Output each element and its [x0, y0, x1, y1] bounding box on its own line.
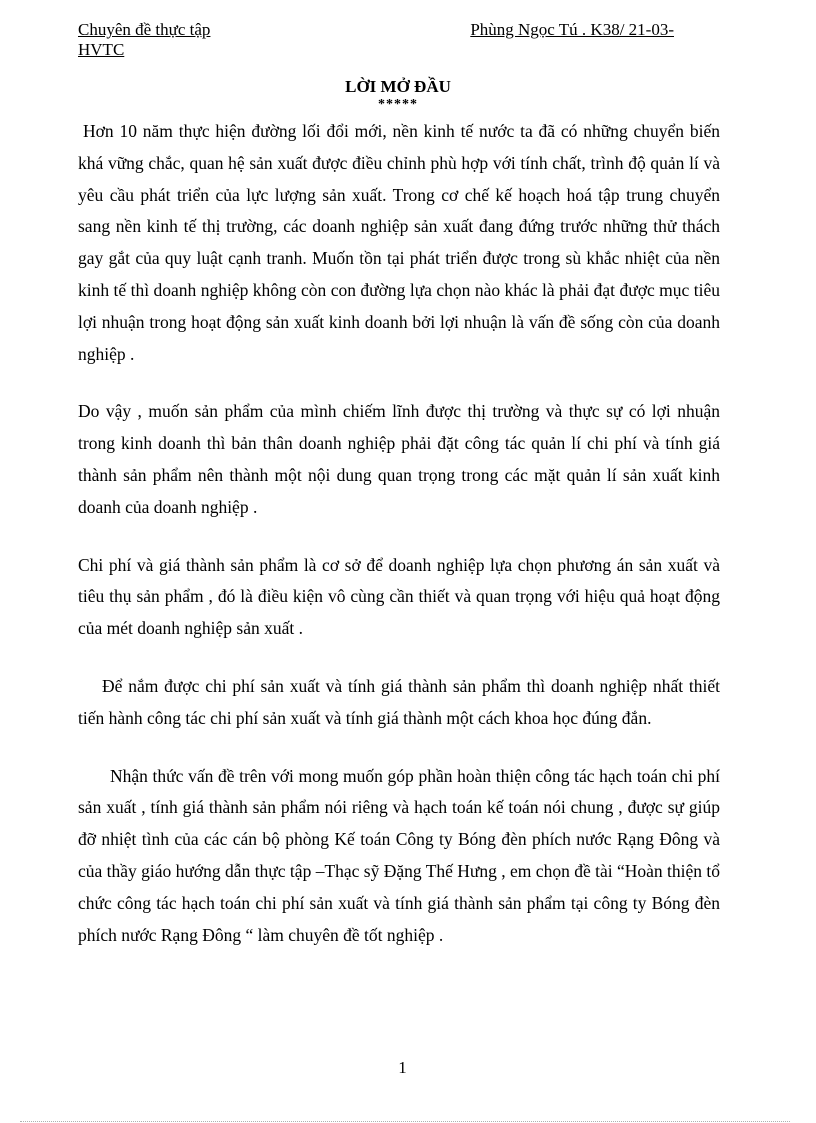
paragraph-4: Để nắm được chi phí sản xuất và tính giá thành sản phẩm thì doanh nghiệp nhất thiết tiến hành công tác chi phí sản xuất và tính giá thành một cách khoa học đúng đắn.: [78, 675, 720, 728]
header-continuation-text: HVTC: [78, 40, 125, 59]
page-number: 1: [398, 1058, 407, 1077]
page-header: [78, 20, 674, 60]
page-title: LỜI MỞ ĐẦU: [345, 77, 451, 96]
paragraph-3: Chi phí và giá thành sản phẩm là cơ sở để doanh nghiệp lựa chọn phương án sản xuất và tiêu thụ sản phẩm , đó là điều kiện vô cùng cần thiết và quan trọng với hiệu quả hoạt động của mét doanh nghiệp sản xuất .: [78, 554, 720, 639]
paragraph-1: Hơn 10 năm thực hiện đường lối đổi mới, nền kinh tế nước ta đã có những chuyển biến khá vững chắc, quan hệ sản xuất được điều chỉnh phù hợp với tính chất, trình độ quản lí và yêu cầu phát triển của lực lượng sản xuất. Trong cơ chế kế hoạch hoá tập trung chuyển sang nền kinh tế thị trường, các doanh nghiệp sản xuất đang đứng trước những thử thách gay gắt của quy luật cạnh tranh. Muốn tồn tại phát triển được trong sù khắc nhiệt của nền kinh tế thì doanh nghiệp không còn con đường lựa chọn nào khác là phải đạt được mục tiêu lợi nhuận trong hoạt động sản xuất kinh doanh bởi lợi nhuận là vấn đề sống còn của doanh nghiệp .: [78, 121, 720, 364]
header-right-text: Phùng Ngọc Tú . K38/ 21-03-: [470, 20, 674, 39]
page-bottom-rule: [20, 1121, 790, 1122]
paragraph-2: Do vậy , muốn sản phẩm của mình chiếm lĩnh được thị trường và thực sự có lợi nhuận trong kinh doanh thì bản thân doanh nghiệp phải đặt công tác quản lí chi phí và tính giá thành sản phẩm nên thành một nội dung quan trọng trong các mặt quản lí sản xuất kinh doanh của doanh nghiệp .: [78, 401, 720, 517]
header-underline-gap: [210, 20, 470, 40]
header-left-text: Chuyên đề thực tập: [78, 20, 211, 39]
document-body: [78, 116, 720, 951]
paragraph-5: Nhận thức vấn đề trên với mong muốn góp phần hoàn thiện công tác hạch toán chi phí sản xuất , tính giá thành sản phẩm nói riêng và hạch toán kế toán nói chung , được sự giúp đỡ nhiệt tình của các cán bộ phòng Kế toán Công ty Bóng đèn phích nước Rạng Đông và của thầy giáo hướng dẫn thực tập –Thạc sỹ Đặng Thế Hưng , em chọn đề tài “Hoàn thiện tổ chức công tác hạch toán chi phí sản xuất và tính giá thành sản phẩm tại công ty Bóng đèn phích nước Rạng Đông “ làm chuyên đề tốt nghiệp .: [78, 765, 720, 945]
header-line: [78, 20, 674, 40]
title-ornament: *****: [378, 97, 418, 112]
